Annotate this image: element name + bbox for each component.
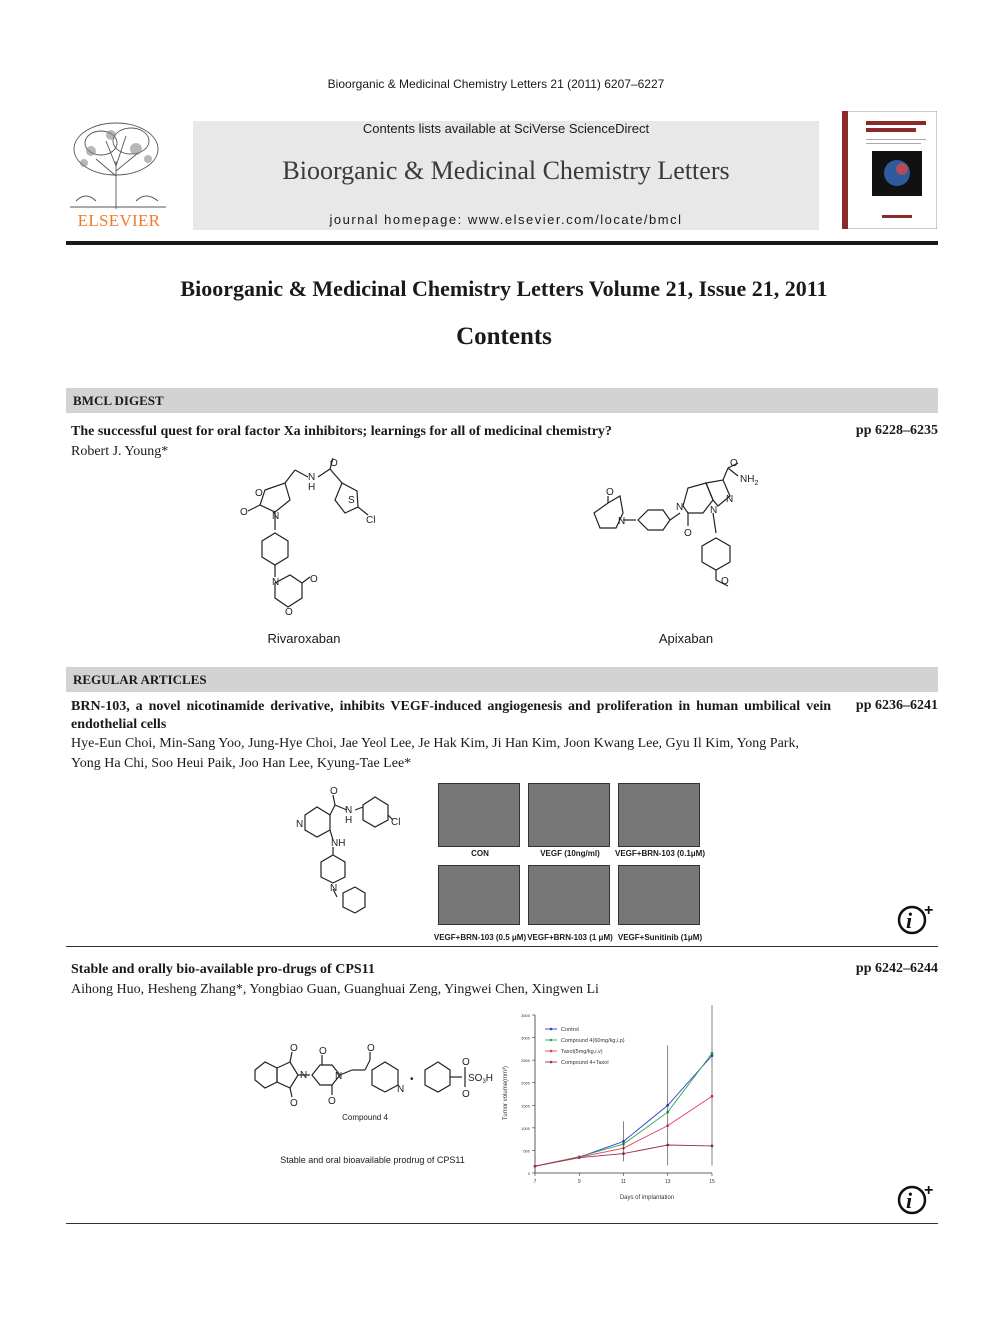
info-plus-icon[interactable] [897,1183,937,1220]
atom-nh2-label: $NH_2$ [740,474,759,487]
brn-103-structure [295,785,410,915]
article-authors: Aihong Huo, Hesheng Zhang*, Yongbiao Guan, Guanghuai Zeng, Yingwei Chen, Xingwen Li [71,982,599,997]
atom-o-label: O [255,488,263,499]
salt-dot: • [410,1074,414,1085]
panel-caption: VEGF (10ng/ml) [540,849,600,858]
volume-issue-heading: Bioorganic & Medicinal Chemistry Letters Volume 21, Issue 21, 2011 [180,276,828,301]
chart-ylabel: Tumor volume(mm³) [503,1065,509,1121]
chart-y-tick-label: 2000 [521,1080,530,1086]
panel-caption: VEGF+BRN-103 (1 μM) [527,933,613,942]
atom-n-label: N [330,883,338,894]
chart-y-tick-label: 500 [523,1148,530,1154]
atom-n-label: N [272,511,280,522]
atom-h-label: H [308,482,316,493]
legend-label: Compound 4+Taxol [561,1060,609,1066]
chart-point [578,1156,581,1159]
atom-cl-label: Cl [391,817,401,828]
chart-y-tick-label: 2500 [521,1058,530,1064]
atom-o-label: O [330,458,338,469]
article-title[interactable]: BRN-103, a novel nicotinamide derivative, inhibits VEGF-induced angiogenesis and proliferation in human umbilical vein endothelial cells [71,699,831,732]
atom-o-label: O [310,574,318,585]
atom-cl-label: Cl [366,515,376,526]
article-authors: Robert J. Young* [71,444,169,459]
microscopy-panel-grid [432,783,706,943]
section-label-digest: BMCL DIGEST [73,393,164,408]
atom-n-label: N [335,1071,343,1082]
section-band-digest [66,388,938,413]
svg-text:+: + [924,1183,934,1199]
atom-s-label: S [348,495,355,506]
panel-caption: CON [471,849,489,858]
legend-marker [550,1050,553,1053]
atom-o-label: O [721,576,729,587]
elsevier-wordmark: ELSEVIER [77,211,161,230]
article-pages: pp 6242–6244 [855,961,938,976]
micrograph-vegf-brn-05 [438,865,520,925]
chart-x-tick-label: 7 [533,1179,537,1185]
atom-o-label: O [367,1043,375,1054]
chart-x-tick-label: 11 [620,1179,627,1185]
atom-o-label: O [684,528,692,539]
micrograph-vegf-brn-1 [528,865,610,925]
legend-label: Compound 4(60mg/kg,i.p) [561,1038,625,1044]
header-rule [66,241,938,245]
atom-n-label: N [618,516,626,527]
contents-heading: Contents [456,323,552,350]
journal-title: Bioorganic & Medicinal Chemistry Letters [282,156,730,185]
micrograph-vegf [528,783,610,847]
legend-label: Control [561,1027,579,1033]
atom-n-label: N [296,819,304,830]
chart-y-tick-label: 1500 [521,1103,530,1109]
apixaban-label: Apixaban [658,631,714,646]
atom-o-label: O [730,458,738,469]
atom-n-label: N [300,1070,308,1081]
legend-label: Taxol(5mg/kg,i.v) [561,1049,603,1055]
atom-o-label: O [319,1046,327,1057]
atom-o-label: O [462,1057,470,1068]
chart-y-tick-label: 3000 [521,1035,530,1041]
panel-caption: VEGF+Sunitinib (1μM) [617,933,703,942]
legend-marker [550,1039,553,1042]
atom-o-label: O [606,487,614,498]
legend-marker [550,1061,553,1064]
chart-x-tick-label: 13 [664,1179,671,1185]
apixaban-structure [588,458,778,593]
atom-n-label: N [726,494,734,505]
atom-n-label: N [308,472,316,483]
atom-n-label: N [676,502,684,513]
atom-n-label: N [397,1084,405,1095]
atom-o-label: O [240,507,248,518]
article-title[interactable]: Stable and orally bio-available pro-drugs of CPS11 [71,962,375,977]
svg-text:+: + [924,903,934,919]
atom-n-label: N [272,577,280,588]
tumor-volume-chart [497,1005,752,1205]
article-pages: pp 6236–6241 [855,698,938,713]
journal-cover-thumbnail [842,111,937,229]
section-label-regular: REGULAR ARTICLES [73,672,207,687]
panel-caption: VEGF+BRN-103 (0.1μM) [614,849,706,858]
legend-marker [550,1028,553,1031]
article-pages: pp 6228–6235 [855,423,938,438]
sciverse-link[interactable]: Contents lists available at SciVerse ScienceDirect [362,121,650,136]
info-plus-icon[interactable] [897,903,937,940]
figure-caption: Stable and oral bioavailable prodrug of CPS11 [280,1155,465,1165]
article-divider [66,946,938,947]
chart-y-tick-label: 0 [527,1171,530,1176]
chart-x-tick-label: 9 [577,1179,581,1185]
chart-y-tick-label: 1000 [521,1125,530,1131]
rivaroxaban-structure [230,455,390,630]
micrograph-vegf-sunitinib [618,865,700,925]
chart-point [534,1165,537,1168]
atom-o-label: O [285,607,293,618]
atom-so3h-label: $SO_3H$ [468,1073,494,1085]
citation-line: Bioorganic & Medicinal Chemistry Letters 21 (2011) 6207–6227 [327,77,665,91]
atom-o-label: O [462,1089,470,1100]
atom-o-label: O [330,786,338,797]
rivaroxaban-label: Rivaroxaban [267,631,341,646]
atom-n-label: N [710,505,718,516]
atom-nh-label: NH [331,838,346,849]
atom-o-label: O [328,1096,336,1107]
panel-caption: VEGF+BRN-103 (0.5 μM) [433,933,527,942]
svg-text:i: i [906,1188,913,1213]
article-title[interactable]: The successful quest for oral factor Xa inhibitors; learnings for all of medicinal chemistry? [71,424,612,439]
article-divider [66,1223,938,1224]
chart-xlabel: Days of implantation [619,1195,675,1201]
chart-y-tick-label: 3500 [521,1013,530,1018]
atom-o-label: O [290,1043,298,1054]
svg-text:i: i [906,908,913,933]
micrograph-con [438,783,520,847]
atom-o-label: O [290,1098,298,1109]
compound-4-label: Compound 4 [342,1113,388,1122]
micrograph-vegf-brn-01 [618,783,700,847]
atom-n-label: N [345,805,353,816]
article-authors: Hye-Eun Choi, Min-Sang Yoo, Jung-Hye Choi, Jae Yeol Lee, Je Hak Kim, Ji Han Kim, Joon Kwang Lee, Gyu Il Kim, Yong Park, Yong Ha Chi, Soo Heui Paik, Joo Han Lee, Kyung-Tae Lee* [71,736,799,771]
chart-x-tick-label: 15 [709,1179,715,1185]
atom-h-label: H [345,815,353,826]
journal-homepage[interactable]: journal homepage: www.elsevier.com/locate/bmcl [329,212,683,227]
